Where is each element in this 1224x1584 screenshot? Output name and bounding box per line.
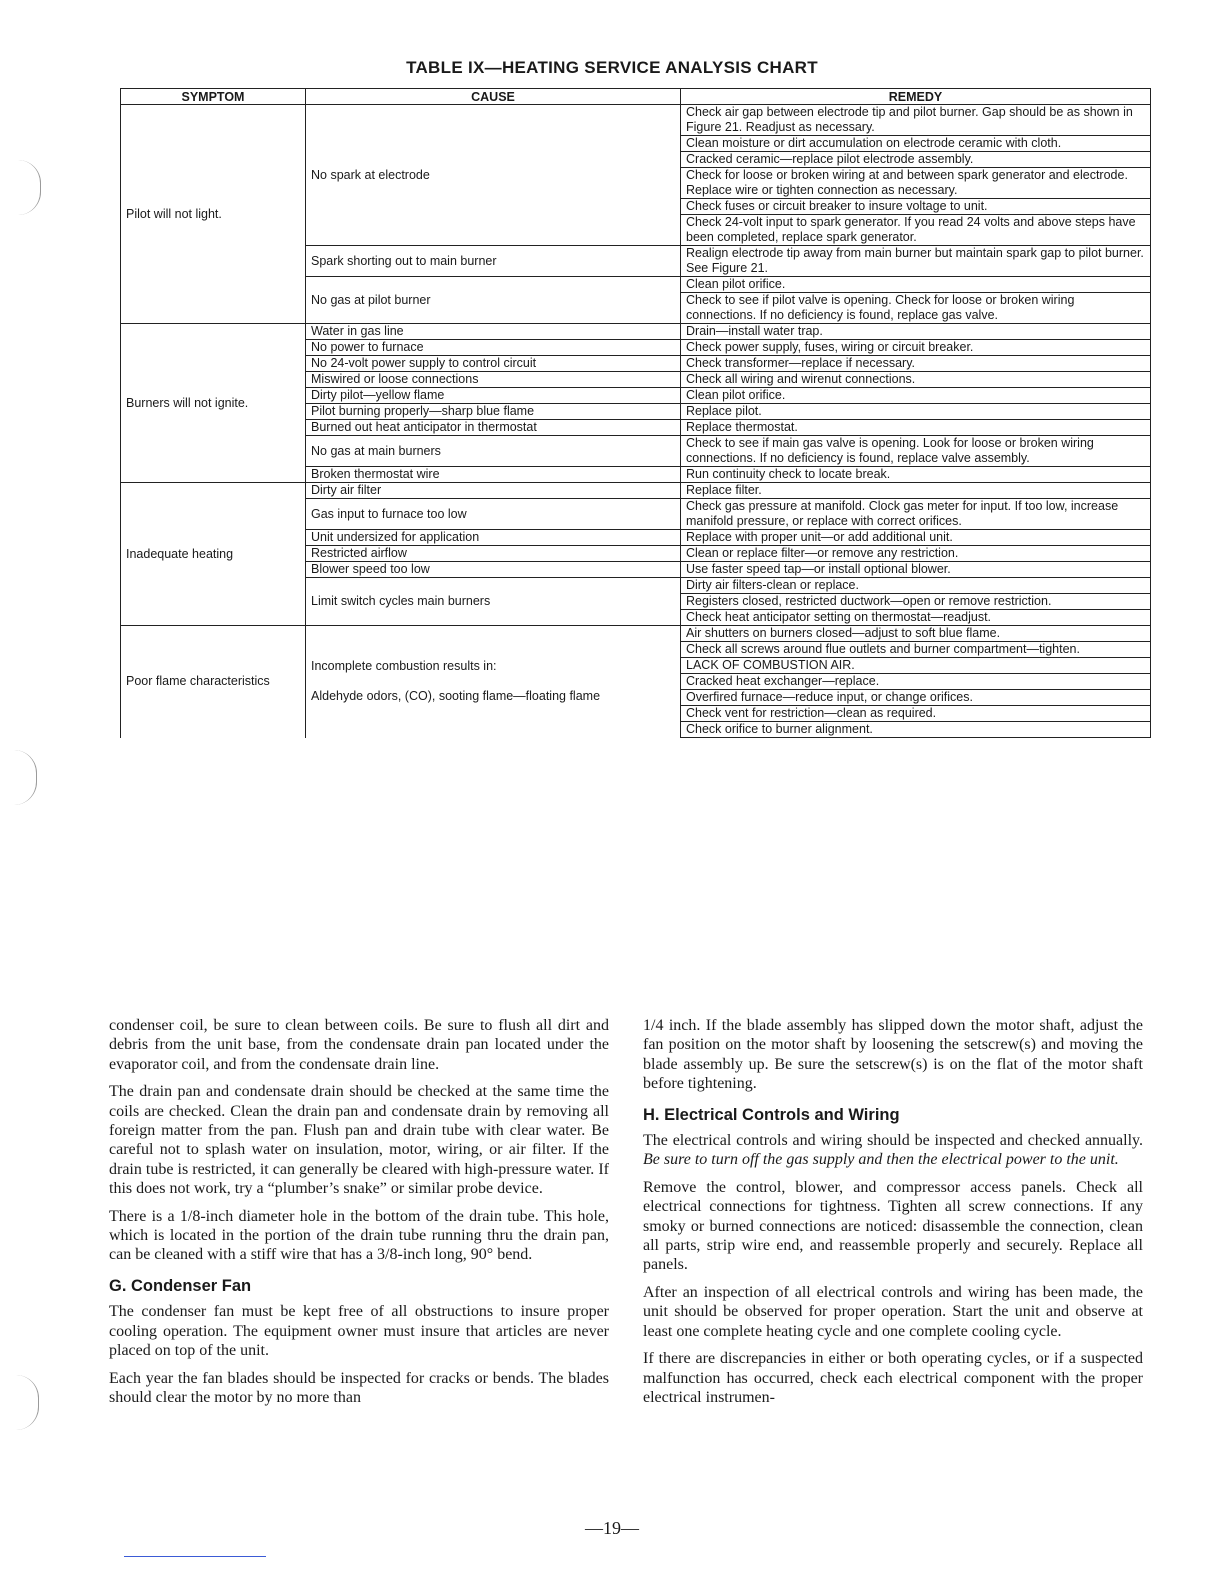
- cause-text: Restricted airflow: [311, 546, 407, 560]
- paragraph: If there are discrepancies in either or both operating cycles, or if a suspected malfunction has occurred, check each electrical component with the proper electrical instrumen-: [643, 1350, 1143, 1406]
- paragraph: 1/4 inch. If the blade assembly has slipped down the motor shaft, adjust the fan position on the motor shaft by loosening the setscrew(s) and moving the blade assembly up. Be sure the setscrew(s) is on the flat of the motor shaft before tightening.: [643, 1017, 1143, 1093]
- remedy-cell: Realign electrode tip away from main burner but maintain spark gap to pilot burner. See Figure 21.: [681, 246, 1151, 277]
- hole-punch-mark: [16, 1375, 39, 1430]
- remedy-cell: Clean pilot orifice.: [681, 388, 1151, 404]
- paragraph: condenser coil, be sure to clean between coils. Be sure to flush all dirt and debris from the unit base, from the condensate drain pan located under the evaporator coil, and from the condensate drain line.: [109, 1017, 609, 1073]
- hole-punch-mark: [14, 750, 37, 805]
- symptom-cell: Poor flame characteristics: [121, 626, 306, 738]
- remedy-cell: Drain—install water trap.: [681, 324, 1151, 340]
- cause-text: No 24-volt power supply to control circuit: [311, 356, 537, 370]
- remedy-cell: Check all screws around flue outlets and burner compartment—tighten.: [681, 642, 1151, 658]
- remedy-cell: Clean moisture or dirt accumulation on electrode ceramic with cloth.: [681, 136, 1151, 152]
- page-number: —19—: [585, 1518, 639, 1538]
- remedy-cell: Replace filter.: [681, 483, 1151, 499]
- remedy-cell: Check orifice to burner alignment.: [681, 722, 1151, 738]
- footer-rule: [124, 1556, 266, 1557]
- cause-cell: [306, 404, 681, 420]
- table-row: [121, 626, 1151, 642]
- table-body: [121, 105, 1151, 738]
- cause-cell: [306, 324, 681, 340]
- remedy-cell: Check to see if pilot valve is opening. Check for loose or broken wiring connections. If no deficiency is found, replace gas valve.: [681, 293, 1151, 324]
- cause-text: Unit undersized for application: [311, 530, 480, 544]
- cause-cell: [306, 340, 681, 356]
- remedy-cell: Check to see if main gas valve is opening. Look for loose or broken wiring connections. If no deficiency is found, replace valve assembly.: [681, 436, 1151, 467]
- table-header-row: [121, 89, 1151, 105]
- paragraph: The drain pan and condensate drain should be checked at the same time the coils are checked. Clean the drain pan and condensate drain by removing all foreign matter from the pan. Flush pan and drain tube with clear water. Be careful not to splash water on insulation, motor, wiring, or air filter. If the drain tube is restricted, it can generally be cleared with high-pressure water. If this does not work, try a “plumber’s snake” or similar probe device.: [109, 1083, 609, 1198]
- cause-text: Spark shorting out to main burner: [311, 253, 497, 268]
- remedy-cell: Check vent for restriction—clean as required.: [681, 706, 1151, 722]
- section-heading-electrical-controls: H. Electrical Controls and Wiring: [643, 1105, 900, 1124]
- symptom-cell: Burners will not ignite.: [121, 324, 306, 483]
- remedy-header: REMEDY: [681, 89, 1151, 105]
- cause-text: No gas at main burners: [311, 443, 441, 458]
- cause-text: Dirty pilot—yellow flame: [311, 388, 445, 402]
- remedy-cell: Check 24-volt input to spark generator. If you read 24 volts and above steps have been completed, replace spark generator.: [681, 215, 1151, 246]
- remedy-cell: Check transformer—replace if necessary.: [681, 356, 1151, 372]
- table-row: [121, 105, 1151, 136]
- symptom-cell: Inadequate heating: [121, 483, 306, 626]
- remedy-cell: Replace thermostat.: [681, 420, 1151, 436]
- remedy-cell: Overfired furnace—reduce input, or change orifices.: [681, 690, 1151, 706]
- cause-text: No gas at pilot burner: [311, 292, 431, 307]
- cause-cell: [306, 483, 681, 499]
- cause-cell: [306, 562, 681, 578]
- remedy-cell: Check for loose or broken wiring at and between spark generator and electrode. Replace wire or tighten connection as necessary.: [681, 168, 1151, 199]
- remedy-cell: Check air gap between electrode tip and pilot burner. Gap should be as shown in Figure 21. Readjust as necessary.: [681, 105, 1151, 136]
- remedy-cell: Check power supply, fuses, wiring or circuit breaker.: [681, 340, 1151, 356]
- cause-cell: [306, 530, 681, 546]
- paragraph: After an inspection of all electrical controls and wiring has been made, the unit should be observed for proper operation. Start the unit and observe at least one complete heating cycle and one complete cooling cycle.: [643, 1283, 1143, 1340]
- remedy-cell: Check heat anticipator setting on thermostat—readjust.: [681, 610, 1151, 626]
- remedy-cell: Replace pilot.: [681, 404, 1151, 420]
- cause-cell: [306, 388, 681, 404]
- paragraph: Remove the control, blower, and compressor access panels. Check all electrical connections for tightness. Tighten all screw connections. If any smoky or burned connections are noticed: disassemble the connection, clean all parts, strip wire end, and reassemble properly and securely. Replace all panels.: [643, 1178, 1143, 1274]
- cause-cell: [306, 436, 681, 467]
- cause-text: No power to furnace: [311, 340, 424, 354]
- remedy-cell: Check all wiring and wirenut connections.: [681, 372, 1151, 388]
- remedy-cell: Use faster speed tap—or install optional blower.: [681, 562, 1151, 578]
- remedy-cell: LACK OF COMBUSTION AIR.: [681, 658, 1151, 674]
- remedy-cell: Registers closed, restricted ductwork—open or remove restriction.: [681, 594, 1151, 610]
- cause-cell: [306, 546, 681, 562]
- paragraph: The condenser fan must be kept free of all obstructions to insure proper cooling operation. The equipment owner must insure that articles are never placed on top of the unit.: [109, 1303, 609, 1360]
- cause-cell: [306, 105, 681, 246]
- table-row: [121, 483, 1151, 499]
- remedy-cell: Check gas pressure at manifold. Clock gas meter for input. If too low, increase manifold pressure, or replace with correct orifices.: [681, 499, 1151, 530]
- cause-text: Pilot burning properly—sharp blue flame: [311, 404, 535, 418]
- section-heading-condenser-fan: G. Condenser Fan: [109, 1276, 252, 1295]
- cause-cell: [306, 499, 681, 530]
- cause-text: Limit switch cycles main burners: [311, 594, 491, 608]
- remedy-cell: Cracked ceramic—replace pilot electrode assembly.: [681, 152, 1151, 168]
- remedy-cell: Cracked heat exchanger—replace.: [681, 674, 1151, 690]
- left-text-column: [109, 1016, 609, 1415]
- cause-text: Gas input to furnace too low: [311, 506, 467, 521]
- cause-cell: [306, 467, 681, 483]
- cause-cell: [306, 246, 681, 277]
- cause-text: No spark at electrode: [311, 167, 430, 182]
- paragraph: Each year the fan blades should be inspected for cracks or bends. The blades should clear the motor by no more than: [109, 1369, 609, 1406]
- safety-warning: Be sure to turn off the gas supply and then the electrical power to the unit.: [643, 1151, 1119, 1169]
- remedy-cell: Clean pilot orifice.: [681, 277, 1151, 293]
- cause-text: Dirty air filter: [311, 483, 382, 497]
- cause-text: Burned out heat anticipator in thermostat: [311, 420, 537, 434]
- cause-text: Blower speed too low: [311, 562, 430, 576]
- cause-text: Water in gas line: [311, 324, 404, 338]
- cause-cell: [306, 578, 681, 626]
- right-text-column: [643, 1016, 1143, 1415]
- cause-cell: [306, 420, 681, 436]
- cause-cell: [306, 277, 681, 324]
- cause-cell: [306, 372, 681, 388]
- cause-header: CAUSE: [306, 89, 681, 105]
- cause-text: Broken thermostat wire: [311, 467, 440, 481]
- remedy-cell: Check fuses or circuit breaker to insure voltage to unit.: [681, 199, 1151, 215]
- heating-service-analysis-table: [120, 88, 1151, 738]
- cause-text: Incomplete combustion results in: Aldehyde odors, (CO), sooting flame—floating flame: [311, 659, 601, 704]
- cause-cell: [306, 626, 681, 738]
- remedy-cell: Air shutters on burners closed—adjust to soft blue flame.: [681, 626, 1151, 642]
- paragraph: There is a 1/8-inch diameter hole in the bottom of the drain tube. This hole, which is located in the portion of the drain tube running thru the drain pan, can be cleaned with a stiff wire that has a 3/8-inch long, 90° bend.: [109, 1207, 609, 1264]
- paragraph: [643, 1131, 1143, 1170]
- symptom-cell: Pilot will not light.: [121, 105, 306, 324]
- paragraph-text: The electrical controls and wiring should be inspected and checked annually.: [643, 1132, 1143, 1150]
- symptom-header: SYMPTOM: [121, 89, 306, 105]
- table-row: [121, 324, 1151, 340]
- remedy-cell: Dirty air filters-clean or replace.: [681, 578, 1151, 594]
- cause-cell: [306, 356, 681, 372]
- cause-text: Miswired or loose connections: [311, 372, 479, 386]
- remedy-cell: Replace with proper unit—or add additional unit.: [681, 530, 1151, 546]
- table-title: TABLE IX—HEATING SERVICE ANALYSIS CHART: [406, 58, 818, 77]
- hole-punch-mark: [18, 160, 41, 215]
- remedy-cell: Clean or replace filter—or remove any restriction.: [681, 546, 1151, 562]
- remedy-cell: Run continuity check to locate break.: [681, 467, 1151, 483]
